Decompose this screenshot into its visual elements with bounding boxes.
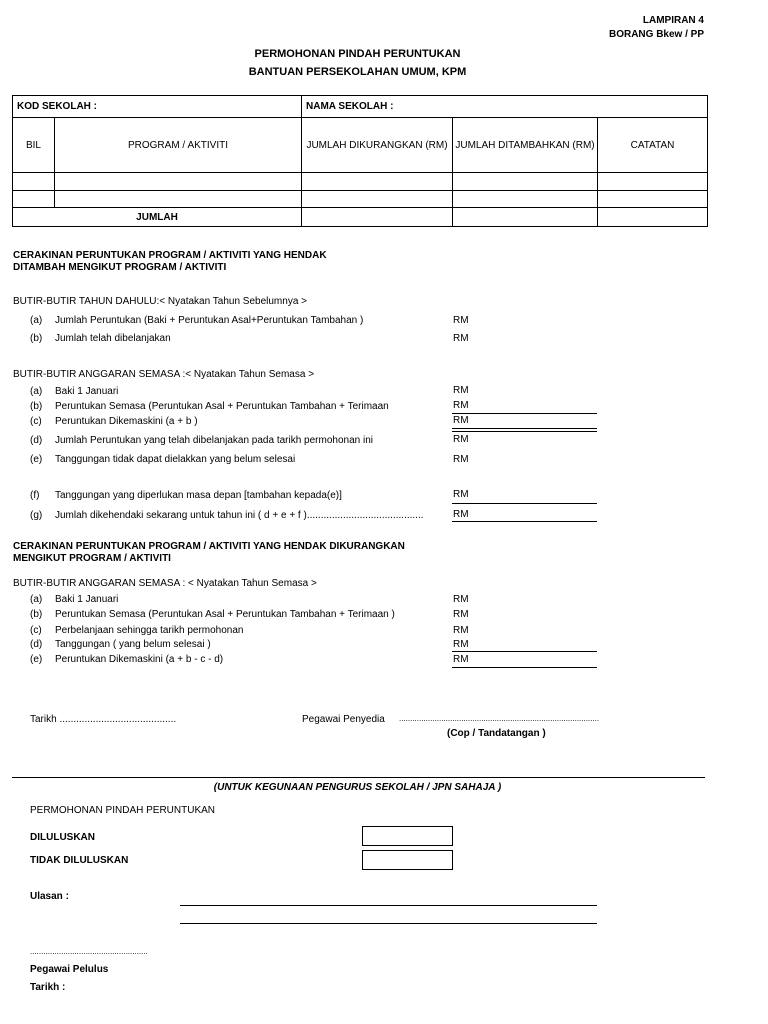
rm-label: RM (453, 454, 469, 465)
section-divider (12, 777, 705, 778)
current-year-label: BUTIR-BUTIR ANGGARAN SEMASA : < Nyatakan Tahun Semasa > (13, 578, 317, 589)
rm-label: RM (453, 654, 469, 665)
table-row[interactable] (13, 191, 708, 208)
rm-label: RM (453, 434, 469, 445)
rm-label: RM (453, 489, 469, 500)
nama-sekolah-field[interactable]: NAMA SEKOLAH : (302, 96, 708, 118)
borang-code: BORANG Bkew / PP (608, 29, 704, 40)
section1-heading-line2: DITAMBAH MENGIKUT PROGRAM / AKTIVITI (13, 262, 227, 273)
underline (452, 413, 597, 414)
table-cell[interactable] (302, 173, 453, 191)
ulasan-line[interactable] (180, 905, 597, 906)
table-cell[interactable] (302, 191, 453, 208)
list-item-text: Peruntukan Dikemaskini (a + b ) (55, 416, 198, 427)
jumlah-label: JUMLAH (13, 208, 302, 227)
table-cell[interactable] (453, 191, 598, 208)
list-item-text: Jumlah Peruntukan (Baki + Peruntukan Asal+Peruntukan Tambahan ) (55, 315, 364, 326)
list-item-letter: (a) (30, 386, 43, 397)
diluluskan-label: DILULUSKAN (30, 832, 95, 843)
list-item-letter: (c) (30, 416, 42, 427)
tarikh-field[interactable]: Tarikh .......................................... (30, 714, 177, 725)
cop-tandatangan-label: (Cop / Tandatangan ) (447, 728, 546, 739)
allocation-table (12, 95, 708, 227)
pegawai-penyedia-field[interactable]: .......................................................................................... (399, 714, 600, 723)
jumlah-catatan-cell[interactable] (598, 208, 708, 227)
underline (452, 667, 597, 668)
list-item-text: Tanggungan ( yang belum selesai ) (55, 639, 211, 650)
prev-year-label: BUTIR-BUTIR TAHUN DAHULU:< Nyatakan Tahun Sebelumnya > (13, 296, 307, 307)
list-item-letter: (c) (30, 625, 42, 636)
col-header-dikurangkan: JUMLAH DIKURANGKAN (RM) (302, 118, 453, 173)
section2-heading-line1: CERAKINAN PERUNTUKAN PROGRAM / AKTIVITI YANG HENDAK DIKURANGKAN (13, 541, 405, 552)
diluluskan-checkbox[interactable] (362, 826, 453, 846)
rm-label: RM (453, 385, 469, 396)
table-row[interactable] (13, 173, 708, 191)
lampiran-label: LAMPIRAN 4 (642, 15, 704, 26)
section2-heading-line2: MENGIKUT PROGRAM / AKTIVITI (13, 553, 171, 564)
table-cell[interactable] (55, 173, 302, 191)
ulasan-line[interactable] (180, 923, 597, 924)
list-item-text: Perbelanjaan sehingga tarikh permohonan (55, 625, 244, 636)
rm-label: RM (453, 509, 469, 520)
pegawai-penyedia-label: Pegawai Penyedia (302, 714, 385, 725)
form-title-line2: BANTUAN PERSEKOLAHAN UMUM, KPM (248, 66, 467, 78)
list-item-text: Jumlah dikehendaki sekarang untuk tahun ini ( d + e + f ).......................................... (55, 510, 424, 521)
rm-label: RM (453, 415, 469, 426)
col-header-catatan: CATATAN (598, 118, 708, 173)
list-item-text: Baki 1 Januari (55, 386, 119, 397)
pegawai-pelulus-label: Pegawai Pelulus (30, 964, 109, 975)
list-item-letter: (b) (30, 333, 43, 344)
rm-label: RM (453, 400, 469, 411)
list-item-text: Peruntukan Semasa (Peruntukan Asal + Peruntukan Tambahan + Terimaan (55, 401, 389, 412)
list-item-letter: (e) (30, 454, 43, 465)
permohonan-label: PERMOHONAN PINDAH PERUNTUKAN (30, 805, 216, 816)
pelulus-tarikh-label[interactable]: Tarikh : (30, 982, 66, 993)
list-item-text: Tanggungan yang diperlukan masa depan [tambahan kepada(e)] (55, 490, 342, 501)
list-item-letter: (b) (30, 609, 43, 620)
list-item-text: Jumlah Peruntukan yang telah dibelanjakan pada tarikh permohonan ini (55, 435, 373, 446)
underline (452, 651, 597, 652)
ulasan-label: Ulasan : (30, 891, 69, 902)
col-header-ditambahkan: JUMLAH DITAMBAHKAN (RM) (453, 118, 598, 173)
underline (452, 503, 597, 504)
jumlah-ditambahkan-cell[interactable] (453, 208, 598, 227)
table-cell[interactable] (13, 191, 55, 208)
rm-label: RM (453, 639, 469, 650)
table-cell[interactable] (13, 173, 55, 191)
list-item-text: Baki 1 Januari (55, 594, 119, 605)
list-item-letter: (b) (30, 401, 43, 412)
table-cell[interactable] (598, 191, 708, 208)
jumlah-dikurangkan-cell[interactable] (302, 208, 453, 227)
list-item-letter: (g) (30, 510, 43, 521)
list-item-letter: (f) (30, 490, 40, 501)
section1-heading-line1: CERAKINAN PERUNTUKAN PROGRAM / AKTIVITI YANG HENDAK (13, 250, 327, 261)
rm-label: RM (453, 315, 469, 326)
tidak-diluluskan-label: TIDAK DILULUSKAN (30, 855, 129, 866)
list-item-letter: (a) (30, 594, 43, 605)
list-item-text: Tanggungan tidak dapat dielakkan yang belum selesai (55, 454, 296, 465)
double-underline (452, 428, 597, 432)
pelulus-signature-field[interactable]: ..................................................... (30, 947, 148, 956)
table-cell[interactable] (453, 173, 598, 191)
col-header-bil: BIL (13, 118, 55, 173)
underline (452, 521, 597, 522)
list-item-text: Peruntukan Dikemaskini (a + b - c - d) (55, 654, 224, 665)
form-title-line1: PERMOHONAN PINDAH PERUNTUKAN (254, 48, 461, 60)
rm-label: RM (453, 625, 469, 636)
kod-sekolah-field[interactable]: KOD SEKOLAH : (13, 96, 302, 118)
rm-label: RM (453, 333, 469, 344)
list-item-letter: (e) (30, 654, 43, 665)
rm-label: RM (453, 609, 469, 620)
list-item-letter: (d) (30, 639, 43, 650)
list-item-text: Jumlah telah dibelanjakan (55, 333, 171, 344)
rm-label: RM (453, 594, 469, 605)
list-item-letter: (a) (30, 315, 43, 326)
table-cell[interactable] (598, 173, 708, 191)
office-use-heading: (UNTUK KEGUNAAN PENGURUS SEKOLAH / JPN SAHAJA ) (213, 782, 502, 793)
list-item-text: Peruntukan Semasa (Peruntukan Asal + Peruntukan Tambahan + Terimaan ) (55, 609, 395, 620)
tidak-diluluskan-checkbox[interactable] (362, 850, 453, 870)
current-year-label: BUTIR-BUTIR ANGGARAN SEMASA :< Nyatakan Tahun Semasa > (13, 369, 315, 380)
table-cell[interactable] (55, 191, 302, 208)
col-header-program: PROGRAM / AKTIVITI (55, 118, 302, 173)
list-item-letter: (d) (30, 435, 43, 446)
